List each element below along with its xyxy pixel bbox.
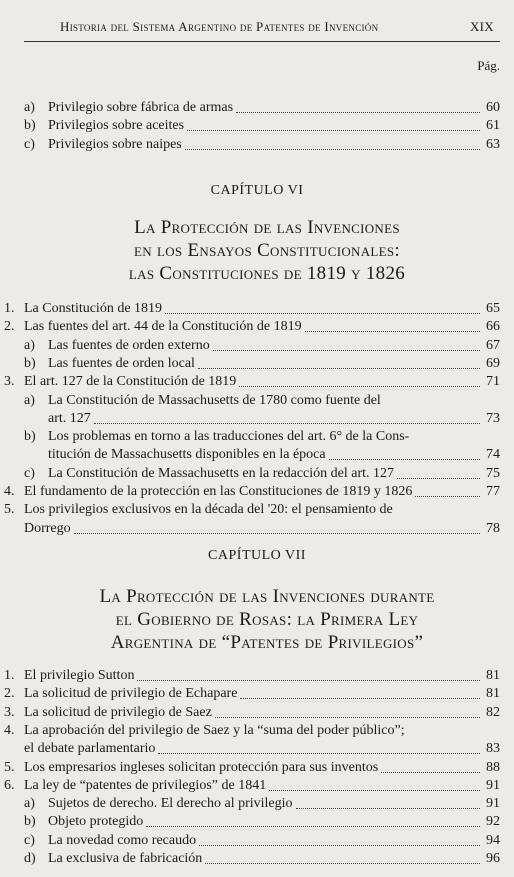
toc-entry-number: 1. [4, 301, 15, 316]
toc-entry [0, 337, 514, 355]
toc-entry-title: Privilegios sobre naipes [48, 136, 182, 152]
chapter-6-title [40, 216, 494, 285]
toc-entry-title: Los problemas en torno a las traducciones del art. 6° de la Cons- [48, 429, 410, 445]
toc-entry-number: c) [24, 465, 35, 481]
toc-entry-number: 5. [4, 759, 15, 775]
dot-leader [215, 717, 480, 718]
toc-entry-title: La Constitución de 1819 [24, 301, 163, 316]
toc-entry-title: Las fuentes de orden externo [48, 337, 210, 353]
toc-entry-page: 78 [486, 520, 500, 536]
chapter-7-title-line: La Protección de las Invenciones durante [99, 586, 435, 607]
dot-leader [269, 790, 480, 791]
toc-entry-title: Objeto protegido [48, 814, 144, 830]
dot-leader [296, 808, 480, 809]
dot-leader [137, 680, 480, 681]
toc-entry-page: 75 [486, 465, 500, 481]
toc-entry [0, 832, 514, 850]
toc-entry-number: 3. [4, 374, 15, 390]
chapter-7-label: CAPÍTULO VII [208, 548, 306, 563]
toc-entry-title: El fundamento de la protección en las Constituciones de 1819 y 1826 [24, 484, 413, 499]
toc-entry-page: 83 [486, 741, 500, 757]
toc-entry [0, 722, 514, 740]
toc-entry-number: 5. [4, 502, 15, 518]
chapter-6-title-line: La Protección de las Invenciones [134, 217, 400, 238]
toc-entry [0, 759, 514, 777]
toc-entry-page: 67 [486, 337, 500, 353]
dot-leader [187, 130, 480, 131]
toc-entry-page: 66 [486, 319, 500, 335]
toc-entry-number: b) [24, 429, 36, 445]
toc-entry-number: 4. [4, 484, 15, 499]
toc-entry-title: El art. 127 de la Constitución de 1819 [24, 374, 237, 390]
dot-leader [236, 112, 480, 113]
dot-leader [239, 386, 480, 387]
chapter-6-title-line: en los Ensayos Constitucionales: [134, 240, 400, 261]
toc-entry-page: 61 [486, 118, 500, 134]
dot-leader [198, 368, 480, 369]
toc-entry-title-continued: el debate parlamentario [24, 741, 156, 757]
toc-entry-number: 6. [4, 777, 15, 793]
chapter-6-label: CAPÍTULO VI [210, 183, 304, 198]
pag-label: Pág. [477, 58, 500, 73]
dot-leader [213, 350, 480, 351]
toc-entry [0, 117, 514, 135]
toc-entry-number: a) [24, 796, 35, 812]
toc-entry-page: 71 [486, 374, 500, 390]
toc-entry-page: 92 [486, 814, 500, 830]
toc-entry-title: Las fuentes del art. 44 de la Constitución de 1819 [24, 319, 302, 335]
toc-entry [0, 667, 514, 685]
toc-entry-page: 69 [486, 355, 500, 371]
dot-leader [240, 698, 480, 699]
toc-entry-number: b) [24, 118, 36, 134]
toc-entry-continuation [0, 410, 514, 428]
toc-entry [0, 795, 514, 813]
toc-entry-title: La novedad como recaudo [48, 832, 197, 848]
toc-entry [0, 355, 514, 373]
toc-entry-number: 2. [4, 319, 15, 335]
chapter-7-title-line: Argentina de “Patentes de Privilegios” [110, 632, 424, 653]
dot-leader [397, 478, 480, 479]
toc-entry-page: 63 [486, 136, 500, 152]
toc-entry [0, 392, 514, 410]
toc-entry [0, 428, 514, 446]
toc-entry-title: Sujetos de derecho. El derecho al privilegio [48, 796, 293, 812]
toc-entry-page: 94 [486, 832, 500, 848]
toc-entry [0, 483, 514, 501]
toc-entry-title: La Constitución de Massachusetts en la redacción del art. 127 [48, 465, 395, 481]
toc-entry [0, 813, 514, 831]
toc-entry-page: 91 [486, 796, 500, 812]
toc-entry-number: 2. [4, 686, 15, 702]
header-rule [24, 41, 500, 42]
dot-leader [329, 459, 480, 460]
dot-leader [381, 772, 480, 773]
toc-entry-title-continued: art. 127 [48, 410, 91, 426]
toc-entry [0, 777, 514, 795]
toc-entry-title: Privilegios sobre aceites [48, 118, 185, 134]
toc-entry-page: 73 [486, 410, 500, 426]
toc-entry-number: a) [24, 337, 35, 353]
toc-entry [0, 850, 514, 868]
toc-entry-page: 65 [486, 301, 500, 316]
chapter-6-title-line: las Constituciones de 1819 y 1826 [128, 263, 406, 284]
toc-entry [0, 99, 514, 117]
toc-entry-title: La ley de “patentes de privilegios” de 1841 [24, 777, 267, 793]
dot-leader [158, 753, 480, 754]
toc-entry-title: Privilegio sobre fábrica de armas [48, 100, 234, 115]
dot-leader [165, 313, 480, 314]
toc-entry-number: b) [24, 814, 36, 830]
toc-entry [0, 465, 514, 483]
toc-entry-number: a) [24, 392, 35, 408]
toc-entry-number: 1. [4, 668, 15, 683]
toc-entry-number: c) [24, 136, 35, 152]
toc-entry [0, 685, 514, 703]
toc-entry-number: 4. [4, 722, 15, 738]
dot-leader [185, 149, 480, 150]
dot-leader [94, 423, 480, 424]
toc-entry-title: Los privilegios exclusivos en la década del '20: el pensamiento de [24, 502, 393, 518]
toc-entry-title: La aprobación del privilegio de Saez y la “suma del poder público”; [24, 722, 405, 738]
toc-entry-title: La solicitud de privilegio de Saez [24, 704, 212, 720]
dot-leader [146, 826, 480, 827]
dot-leader [205, 863, 480, 864]
toc-entry-continuation [0, 740, 514, 758]
page-number: XIX [469, 19, 494, 34]
toc-entry-page: 91 [486, 777, 500, 793]
toc-entry [0, 501, 514, 519]
toc-entry-title: Los empresarios ingleses solicitan protección para sus inventos [24, 759, 379, 775]
toc-entry-page: 82 [486, 704, 500, 720]
toc-entry-continuation [0, 520, 514, 538]
toc-entry [0, 136, 514, 154]
toc-entry [0, 704, 514, 722]
toc-entry-title: El privilegio Sutton [24, 668, 135, 683]
toc-entry-page: 81 [486, 686, 500, 702]
toc-entry-number: b) [24, 355, 36, 371]
toc-entry-number: c) [24, 832, 35, 848]
toc-entry-number: d) [24, 851, 36, 866]
toc-entry-title: La exclusiva de fabricación [48, 851, 203, 866]
toc-entry-title: La solicitud de privilegio de Echapare [24, 686, 238, 702]
toc-entry-title-continued: Dorrego [24, 520, 71, 536]
toc-entry [0, 318, 514, 336]
dot-leader [305, 331, 480, 332]
dot-leader [199, 845, 480, 846]
dot-leader [415, 496, 480, 497]
toc-entry-title: La Constitución de Massachusetts de 1780 como fuente del [48, 392, 381, 408]
toc-entry [0, 373, 514, 391]
chapter-7-title [40, 585, 494, 654]
toc-entry [0, 300, 514, 318]
toc-entry-number: 3. [4, 704, 15, 720]
toc-entry-page: 60 [486, 100, 500, 115]
toc-entry-number: a) [24, 100, 35, 115]
toc-entry-title: Las fuentes de orden local [48, 355, 195, 371]
chapter-7-title-line: el Gobierno de Rosas: la Primera Ley [115, 609, 419, 630]
toc-entry-page: 96 [486, 851, 500, 866]
toc-entry-page: 77 [486, 484, 500, 499]
toc-entry-page: 81 [486, 668, 500, 683]
toc-entry-page: 88 [486, 759, 500, 775]
toc-entry-page: 74 [486, 447, 500, 463]
dot-leader [74, 533, 480, 534]
running-title: Historia del Sistema Argentino de Patentes de Invención [60, 19, 379, 34]
toc-entry-continuation [0, 446, 514, 464]
toc-entry-title-continued: titución de Massachusetts disponibles en la época [48, 447, 326, 463]
